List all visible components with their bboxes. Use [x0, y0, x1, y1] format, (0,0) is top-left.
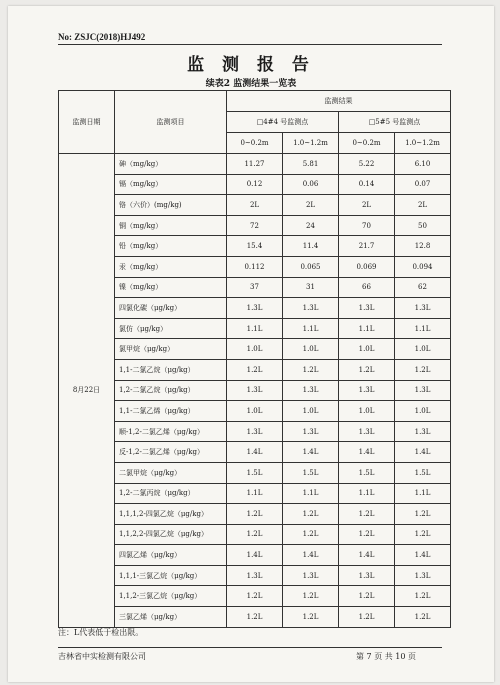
result-value: 1.4L: [339, 442, 395, 463]
result-value: 11.27: [227, 154, 283, 175]
table-row: [59, 339, 451, 360]
results-body: [59, 154, 451, 628]
result-value: 1.2L: [339, 586, 395, 607]
result-value: 0.069: [339, 256, 395, 277]
result-value: 1.2L: [395, 607, 451, 628]
result-value: 1.0L: [395, 401, 451, 422]
result-value: 1.3L: [283, 421, 339, 442]
result-value: 1.3L: [339, 298, 395, 319]
result-value: 1.4L: [227, 545, 283, 566]
result-value: 1.4L: [227, 442, 283, 463]
header-depth: 0~0.2m: [339, 133, 395, 154]
result-value: 1.5L: [339, 462, 395, 483]
report-title: 监 测 报 告: [187, 55, 315, 75]
result-value: 62: [395, 277, 451, 298]
result-value: 1.4L: [395, 545, 451, 566]
result-value: 0.14: [339, 174, 395, 195]
result-value: 0.12: [227, 174, 283, 195]
result-value: 1.2L: [339, 504, 395, 525]
result-value: 1.3L: [227, 380, 283, 401]
result-value: 1.3L: [227, 565, 283, 586]
result-value: 1.3L: [283, 565, 339, 586]
item-name: 铬（六价）(mg/kg): [115, 195, 227, 216]
result-value: 5.22: [339, 154, 395, 175]
result-value: 0.07: [395, 174, 451, 195]
report-number: No: ZSJC(2018)HJ492: [58, 32, 146, 42]
result-value: 1.1L: [283, 483, 339, 504]
result-value: 1.0L: [283, 339, 339, 360]
result-value: 1.2L: [283, 586, 339, 607]
result-value: 6.10: [395, 154, 451, 175]
table-row: [59, 545, 451, 566]
result-value: 1.3L: [283, 298, 339, 319]
result-value: 1.1L: [395, 318, 451, 339]
result-value: 15.4: [227, 236, 283, 257]
result-value: 1.3L: [339, 565, 395, 586]
header-point-5: □5#5 号监测点: [339, 112, 451, 133]
result-value: 0.112: [227, 256, 283, 277]
item-name: 四氯乙烯（μg/kg）: [115, 545, 227, 566]
result-value: 1.2L: [227, 607, 283, 628]
result-value: 1.0L: [339, 339, 395, 360]
item-name: 1,2-二氯丙烷（μg/kg）: [115, 483, 227, 504]
table-row: [59, 195, 451, 216]
table-row: [59, 298, 451, 319]
footer-divider: [58, 647, 442, 648]
table-row: [59, 154, 451, 175]
item-name: 氯仿（μg/kg）: [115, 318, 227, 339]
result-value: 0.065: [283, 256, 339, 277]
result-value: 1.0L: [227, 401, 283, 422]
header-depth: 1.0~1.2m: [395, 133, 451, 154]
company-name: 吉林省中实检测有限公司: [58, 652, 146, 661]
page-number: 第 7 页 共 10 页: [356, 652, 416, 661]
table-row: [59, 442, 451, 463]
table-row: [59, 504, 451, 525]
result-value: 70: [339, 215, 395, 236]
result-value: 31: [283, 277, 339, 298]
result-value: 1.3L: [395, 565, 451, 586]
result-value: 2L: [283, 195, 339, 216]
result-value: 2L: [395, 195, 451, 216]
result-value: 1.2L: [283, 524, 339, 545]
result-value: 1.0L: [283, 401, 339, 422]
item-name: 1,1-二氯乙烯（μg/kg）: [115, 401, 227, 422]
result-value: 1.2L: [395, 504, 451, 525]
header-date: 监测日期: [59, 91, 115, 154]
item-name: 镍（mg/kg）: [115, 277, 227, 298]
item-name: 1,1,2-三氯乙烷（μg/kg）: [115, 586, 227, 607]
result-value: 50: [395, 215, 451, 236]
result-value: 1.5L: [227, 462, 283, 483]
result-value: 1.1L: [227, 483, 283, 504]
result-value: 0.06: [283, 174, 339, 195]
result-value: 1.5L: [283, 462, 339, 483]
result-value: 1.2L: [283, 359, 339, 380]
result-value: 21.7: [339, 236, 395, 257]
result-value: 37: [227, 277, 283, 298]
result-value: 1.1L: [283, 318, 339, 339]
result-value: 72: [227, 215, 283, 236]
item-name: 1,1,1-三氯乙烷（μg/kg）: [115, 565, 227, 586]
table-row: [59, 421, 451, 442]
item-name: 铜（mg/kg）: [115, 215, 227, 236]
header-depth: 1.0~1.2m: [283, 133, 339, 154]
table-row: [59, 565, 451, 586]
table-row: [59, 483, 451, 504]
item-name: 顺-1,2-二氯乙烯（μg/kg）: [115, 421, 227, 442]
table-caption: 续表2 监测结果一览表: [205, 79, 297, 89]
result-value: 1.0L: [339, 401, 395, 422]
monitoring-date: 8月22日: [59, 154, 115, 628]
table-row: [59, 215, 451, 236]
item-name: 砷（mg/kg）: [115, 154, 227, 175]
header-results: 监测结果: [227, 91, 451, 112]
result-value: 1.4L: [283, 545, 339, 566]
result-value: 2L: [339, 195, 395, 216]
result-value: 5.81: [283, 154, 339, 175]
item-name: 反-1,2-二氯乙烯（μg/kg）: [115, 442, 227, 463]
table-row: [59, 586, 451, 607]
item-name: 氯甲烷（μg/kg）: [115, 339, 227, 360]
report-page: [8, 6, 494, 682]
result-value: 1.2L: [339, 359, 395, 380]
item-name: 铅（mg/kg）: [115, 236, 227, 257]
table-row: [59, 359, 451, 380]
table-row: [59, 607, 451, 628]
table-row: [59, 524, 451, 545]
result-value: 1.0L: [227, 339, 283, 360]
header-divider: [58, 44, 442, 45]
header-item: 监测项目: [115, 91, 227, 154]
result-value: 1.1L: [339, 318, 395, 339]
result-value: 2L: [227, 195, 283, 216]
item-name: 汞（mg/kg）: [115, 256, 227, 277]
header-depth: 0~0.2m: [227, 133, 283, 154]
result-value: 1.2L: [227, 586, 283, 607]
result-value: 1.3L: [339, 380, 395, 401]
result-value: 1.0L: [395, 339, 451, 360]
result-value: 1.2L: [339, 607, 395, 628]
result-value: 1.3L: [395, 421, 451, 442]
table-row: [59, 277, 451, 298]
table-row: [59, 318, 451, 339]
table-row: [59, 462, 451, 483]
result-value: 1.1L: [227, 318, 283, 339]
result-value: 1.5L: [395, 462, 451, 483]
result-value: 1.2L: [227, 524, 283, 545]
result-value: 11.4: [283, 236, 339, 257]
result-value: 1.2L: [395, 524, 451, 545]
result-value: 66: [339, 277, 395, 298]
footnote: 注：L代表低于检出限。: [58, 628, 144, 637]
item-name: 二氯甲烷（μg/kg）: [115, 462, 227, 483]
result-value: 1.3L: [227, 298, 283, 319]
result-value: 1.3L: [395, 380, 451, 401]
result-value: 1.2L: [227, 504, 283, 525]
result-value: 1.1L: [339, 483, 395, 504]
table-row: [59, 236, 451, 257]
result-value: 1.2L: [395, 586, 451, 607]
result-value: 12.8: [395, 236, 451, 257]
result-value: 1.3L: [227, 421, 283, 442]
result-value: 1.3L: [339, 421, 395, 442]
result-value: 1.2L: [283, 504, 339, 525]
item-name: 四氯化碳（μg/kg）: [115, 298, 227, 319]
item-name: 1,1,2,2-四氯乙烷（μg/kg）: [115, 524, 227, 545]
result-value: 1.4L: [283, 442, 339, 463]
table-row: [59, 174, 451, 195]
result-value: 1.3L: [395, 298, 451, 319]
result-value: 1.2L: [227, 359, 283, 380]
item-name: 三氯乙烯（μg/kg）: [115, 607, 227, 628]
item-name: 1,2-二氯乙烷（μg/kg）: [115, 380, 227, 401]
result-value: 1.2L: [283, 607, 339, 628]
item-name: 镉（mg/kg）: [115, 174, 227, 195]
table-row: [59, 380, 451, 401]
result-value: 1.2L: [339, 524, 395, 545]
result-value: 1.4L: [339, 545, 395, 566]
result-value: 1.4L: [395, 442, 451, 463]
table-row: [59, 256, 451, 277]
results-table: [58, 90, 451, 628]
result-value: 1.2L: [395, 359, 451, 380]
header-point-4: □4#4 号监测点: [227, 112, 339, 133]
item-name: 1,1-二氯乙烷（μg/kg）: [115, 359, 227, 380]
result-value: 0.094: [395, 256, 451, 277]
table-row: [59, 401, 451, 422]
result-value: 24: [283, 215, 339, 236]
result-value: 1.1L: [395, 483, 451, 504]
result-value: 1.3L: [283, 380, 339, 401]
item-name: 1,1,1,2-四氯乙烷（μg/kg）: [115, 504, 227, 525]
